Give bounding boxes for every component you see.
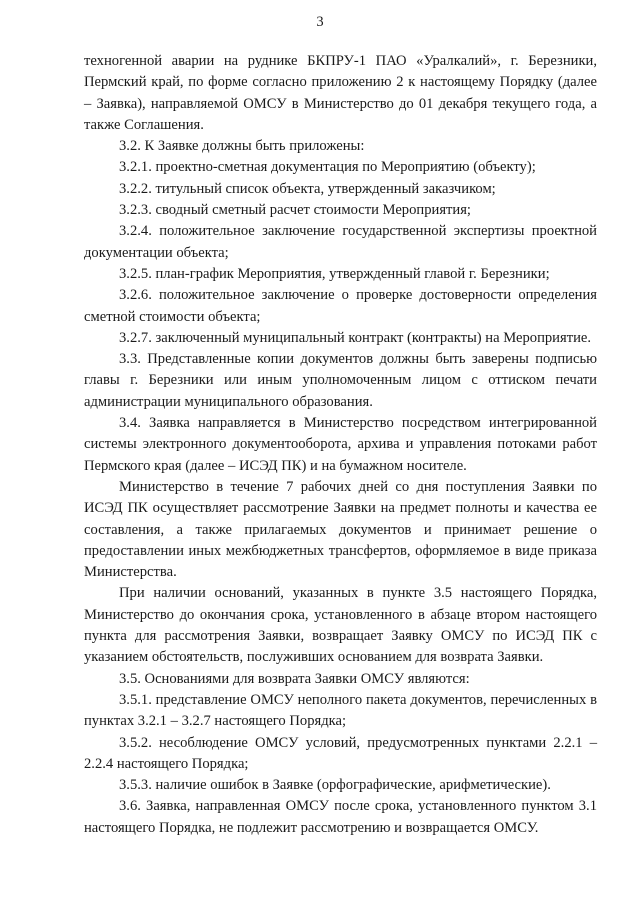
- paragraph-3-2: 3.2. К Заявке должны быть приложены:: [119, 138, 365, 155]
- paragraph-3-2-7: 3.2.7. заключенный муниципальный контракт (контракты) на Мероприятие.: [119, 329, 592, 346]
- paragraph-3-2-5: 3.2.5. план-график Мероприятия, утвержденный главой г. Березники;: [119, 265, 550, 282]
- paragraph-3-3: 3.3. Представленные копии документов должны быть заверены подписью главы г. Березники или иным уполномоченным лицом с оттиском печати администрации муниципального образования.: [84, 351, 597, 410]
- paragraph-3-4: 3.4. Заявка направляется в Министерство посредством интегрированной системы электронного документооборота, архива и управления потоками работ Пермского края (далее – ИСЭД ПК) и на бумажном носителе.: [84, 415, 597, 474]
- paragraph-3-2-1: 3.2.1. проектно-сметная документация по Мероприятию (объекту);: [119, 159, 536, 176]
- paragraph-continuation: техногенной аварии на руднике БКПРУ-1 ПАО «Уралкалий», г. Березники, Пермский край, по форме согласно приложению 2 к настоящему Порядку (далее – Заявка), направляемой ОМСУ в Министерство до 01 декабря текущего года, а также Соглашения.: [84, 53, 597, 133]
- paragraph-3-5-2: 3.5.2. несоблюдение ОМСУ условий, предусмотренных пунктами 2.2.1 – 2.2.4 настоящего Порядка;: [84, 734, 597, 772]
- paragraph-3-5: 3.5. Основаниями для возврата Заявки ОМСУ являются:: [119, 670, 470, 687]
- paragraph-3-2-3: 3.2.3. сводный сметный расчет стоимости Мероприятия;: [119, 202, 471, 219]
- paragraph-3-5-1: 3.5.1. представление ОМСУ неполного пакета документов, перечисленных в пунктах 3.2.1 – 3.2.7 настоящего Порядка;: [84, 691, 597, 730]
- paragraph-3-5-3: 3.5.3. наличие ошибок в Заявке (орфографические, арифметические).: [119, 777, 551, 794]
- page-number: 3: [316, 14, 324, 30]
- paragraph-3-6: 3.6. Заявка, направленная ОМСУ после срока, установленного пунктом 3.1 настоящего Порядка, не подлежит рассмотрению и возвращается ОМСУ.: [84, 798, 597, 836]
- paragraph-return: При наличии оснований, указанных в пункте 3.5 настоящего Порядка, Министерство до окончания срока, установленного в абзаце втором настоящего пункта для рассмотрения Заявки, возвращает Заявку ОМСУ по ИСЭД ПК с указанием обстоятельств, послуживших основанием для возврата Заявки.: [84, 585, 597, 666]
- paragraph-3-2-6: 3.2.6. положительное заключение о проверке достоверности определения сметной стоимости объекта;: [84, 287, 597, 325]
- paragraph-3-2-4: 3.2.4. положительное заключение государственной экспертизы проектной документации объекта;: [84, 223, 597, 261]
- paragraph-ministry-review: Министерство в течение 7 рабочих дней со дня поступления Заявки по ИСЭД ПК осуществляет рассмотрение Заявки на предмет полноты и качества ее составления, а также прилагаемых документов и принимает решение о предоставлении иных межбюджетных трансфертов, оформляемое в виде приказа Министерства.: [84, 478, 597, 581]
- document-body: [84, 51, 597, 839]
- paragraph-3-2-2: 3.2.2. титульный список объекта, утвержденный заказчиком;: [119, 180, 496, 197]
